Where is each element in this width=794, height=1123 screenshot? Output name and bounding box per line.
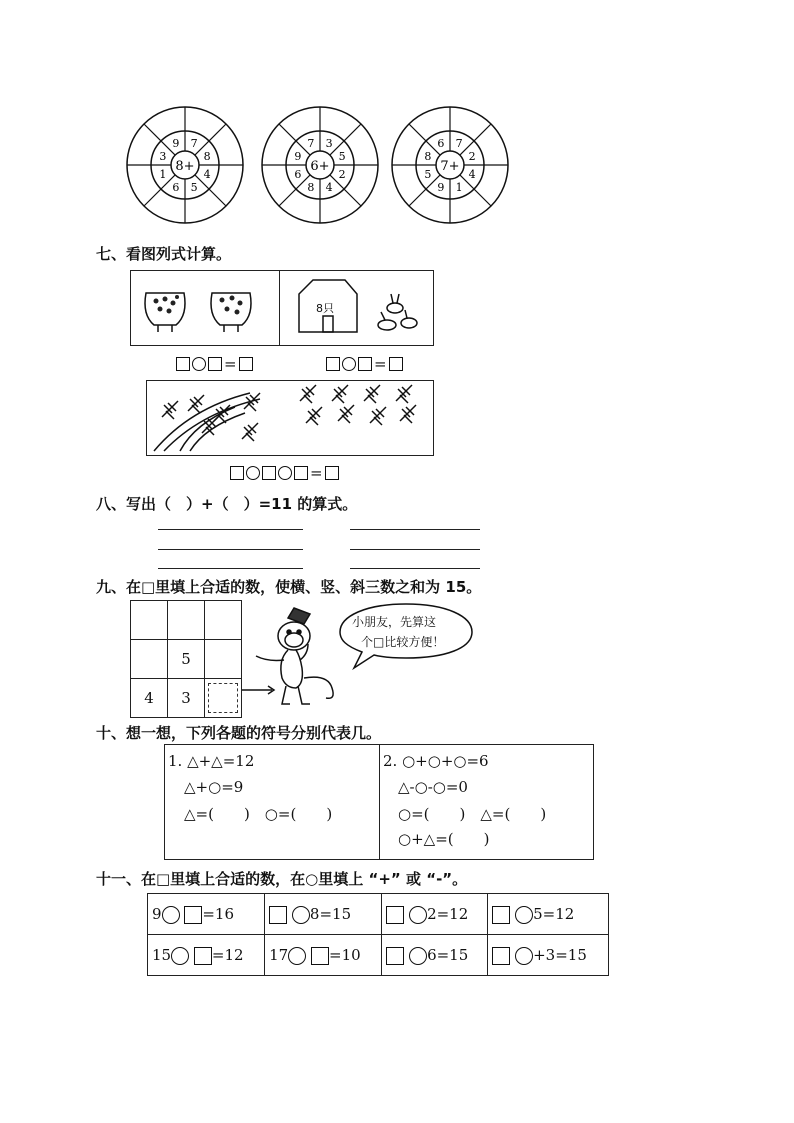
house-label: 8只 [316, 302, 334, 315]
wheel-number: 2 [338, 168, 346, 182]
section8-heading: 八、写出（ ）+（ ）=11 的算式。 [96, 495, 358, 513]
op-cell[interactable]: +3=15 [488, 935, 609, 976]
wheel-number: 5 [190, 181, 198, 195]
q1-answer[interactable]: △=( ) ○=( ) [184, 805, 333, 823]
wheel-number: 8 [424, 149, 432, 163]
wheel-number: 5 [424, 168, 432, 182]
q1-line2: △+○=9 [184, 778, 244, 796]
wheel-number: 1 [159, 168, 167, 182]
section9-heading: 九、在□里填上合适的数，使横、竖、斜三数之和为 15。 [96, 578, 482, 596]
op-cell[interactable]: 17 =10 [265, 935, 382, 976]
wheel-number: 6 [437, 136, 445, 150]
op-cell[interactable]: 9 =16 [148, 894, 265, 935]
grid-cell[interactable] [205, 601, 242, 640]
dragonfly-icon [162, 401, 178, 419]
grid-cell[interactable] [205, 640, 242, 679]
fishbowl-picture [140, 285, 265, 337]
section10-heading: 十、想一想，下列各题的符号分别代表几。 [96, 724, 382, 742]
grid-cell-dashed[interactable] [205, 679, 242, 718]
frame-divider [279, 270, 280, 346]
wheel-center: 8+ [175, 159, 195, 174]
wheel-number: 2 [468, 149, 476, 163]
number-wheel [262, 107, 378, 223]
dragonfly-icon [396, 385, 412, 403]
grid-cell: 5 [168, 640, 205, 679]
dragonfly-icon [338, 405, 354, 423]
dragonfly-icon [400, 405, 416, 423]
wheel-number: 8 [307, 181, 315, 195]
wheel-number: 8 [203, 149, 211, 163]
wheel-number: 6 [294, 168, 302, 182]
dragonfly-icon [332, 385, 348, 403]
dragonfly-icon [242, 423, 258, 441]
q2-answer[interactable]: ○=( ) △=( ) [398, 805, 547, 823]
wheel-number: 9 [437, 181, 445, 195]
wheel-number: 6 [172, 181, 180, 195]
grid-cell[interactable] [168, 601, 205, 640]
op-cell[interactable]: 6=15 [382, 935, 488, 976]
grid-cell[interactable] [131, 640, 168, 679]
q2-line2: △-○-○=0 [398, 778, 468, 796]
equation-blank-2[interactable]: = [326, 355, 403, 373]
monkey-illustration [238, 604, 348, 714]
wheel-number: 1 [455, 181, 463, 195]
wheel-number: 4 [468, 168, 476, 182]
wheel-number: 7 [307, 136, 315, 150]
q1-line1: 1. △+△=12 [168, 752, 255, 770]
magic-square-grid [130, 600, 242, 718]
grid-cell: 4 [131, 679, 168, 718]
q2-line1: 2. ○+○+○=6 [383, 752, 489, 770]
wheel-number: 4 [325, 181, 333, 195]
wheel-number: 9 [172, 136, 180, 150]
wheel-number: 9 [294, 149, 302, 163]
wheel-number: 5 [338, 149, 346, 163]
bubble-text-1: 小朋友，先算这 [352, 615, 437, 629]
dragonfly-picture [150, 383, 430, 453]
wheel-number: 3 [159, 149, 167, 163]
dragonfly-icon [300, 385, 316, 403]
dragonfly-icon [370, 407, 386, 425]
equation-blank-3[interactable]: = [230, 464, 339, 482]
number-wheel [127, 107, 243, 223]
symbols-divider [379, 744, 380, 860]
q2-answer-sum[interactable]: ○+△=( ) [398, 830, 490, 848]
equation-blank-1[interactable]: = [176, 355, 253, 373]
op-cell[interactable]: 5=12 [488, 894, 609, 935]
section11-heading: 十一、在□里填上合适的数，在○里填上 “+” 或 “-”。 [96, 870, 468, 888]
dragonfly-icon [306, 407, 322, 425]
op-cell[interactable]: 2=12 [382, 894, 488, 935]
op-cell[interactable]: 15 =12 [148, 935, 265, 976]
wheel-number: 3 [325, 136, 333, 150]
number-wheel [392, 107, 508, 223]
number-wheels [125, 105, 515, 235]
op-cell[interactable]: 8=15 [265, 894, 382, 935]
bubble-text-2: 个□比较方便！ [361, 635, 445, 649]
fill-operations-table [147, 893, 609, 976]
wheel-center: 7+ [440, 159, 460, 174]
section7-heading: 七、看图列式计算。 [96, 245, 232, 263]
dragonfly-icon [188, 395, 204, 413]
grid-cell[interactable] [131, 601, 168, 640]
wheel-number: 7 [455, 136, 463, 150]
wheel-number: 4 [203, 168, 211, 182]
dragonfly-icon [364, 385, 380, 403]
wheel-center: 6+ [310, 159, 330, 174]
wheel-number: 7 [190, 136, 198, 150]
grid-cell: 3 [168, 679, 205, 718]
